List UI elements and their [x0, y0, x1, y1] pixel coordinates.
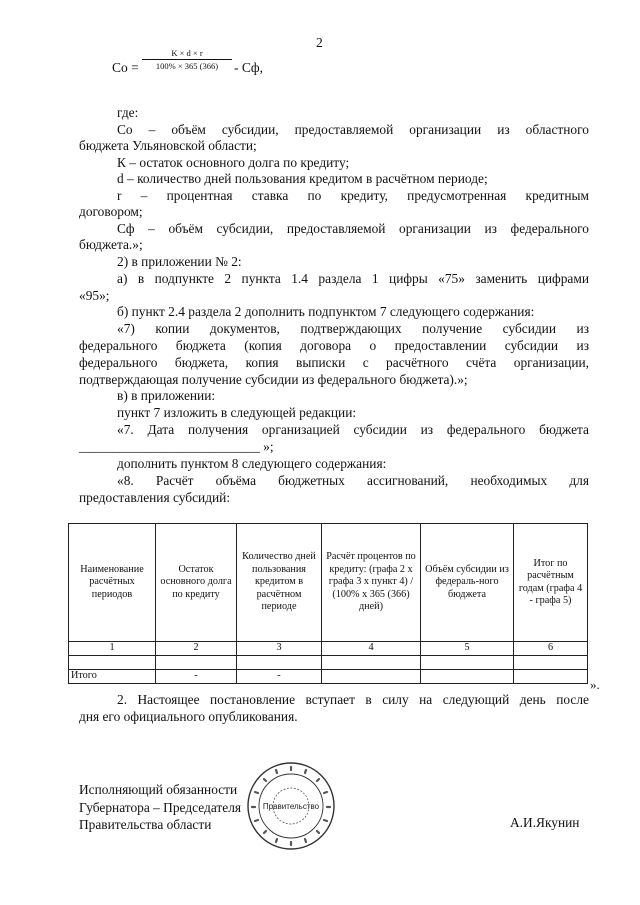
table-header-cell: Объём субсидии из федераль-ного бюджета [421, 524, 514, 642]
table-total-row [69, 669, 588, 683]
text-line: бюджета.»; [79, 237, 143, 252]
text-line: 2. Настоящее постановление вступает в силу на следующий день после [117, 692, 589, 707]
signature-title-line: Губернатора – Председателя [79, 800, 242, 815]
subsidy-formula [112, 48, 282, 88]
table-header-row [69, 524, 588, 642]
text-line: предоставления субсидий: [79, 490, 231, 505]
text-line: где: [117, 105, 139, 120]
table-cell: 6 [514, 642, 588, 656]
signature-title-line: Правительства области [79, 817, 212, 832]
table-header-cell: Расчёт процентов по кредиту: (графа 2 х графа 3 х пункт 4) / (100% х 365 (366) дней) [322, 524, 421, 642]
text-line: б) пункт 2.4 раздела 2 дополнить подпунктом 7 следующего содержания: [117, 304, 535, 319]
text-line: в) в приложении: [117, 388, 216, 403]
text-line: договором; [79, 204, 143, 219]
text-line: дня его официального опубликования. [79, 709, 298, 724]
table-cell: - [156, 669, 237, 683]
table-cell: 2 [156, 642, 237, 656]
table-cell [156, 655, 237, 669]
table-cell [514, 655, 588, 669]
text-line: 2) в приложении № 2: [117, 254, 242, 269]
table-total-label: Итого [69, 669, 156, 683]
table-number-row [69, 642, 588, 656]
text-line: «95»; [79, 288, 110, 303]
text-line: федерального бюджета (копия договора о предоставлении субсидии из [79, 338, 589, 353]
text-line: «7) копии документов, подтверждающих получение субсидии из [117, 321, 589, 336]
text-line: пункт 7 изложить в следующей редакции: [117, 405, 357, 420]
text-line: ___________________________ »; [79, 439, 274, 454]
table-header-cell: Итог по расчётным годам (графа 4 - графа 5) [514, 524, 588, 642]
table-cell: 1 [69, 642, 156, 656]
table-cell [421, 655, 514, 669]
table-cell [514, 669, 588, 683]
page-number: 2 [316, 35, 323, 50]
formula-numerator: K × d × r [142, 48, 232, 60]
signer-name: А.И.Якунин [510, 815, 580, 830]
text-line: федерального бюджета, копия выписки с расчётного счёта организации, [79, 355, 589, 370]
stamp-center-text: Правительство [262, 802, 320, 811]
text-line: Со – объём субсидии, предоставляемой организации из областного [117, 122, 589, 137]
text-line: «8. Расчёт объёма бюджетных ассигнований, необходимых для [117, 473, 589, 488]
formula-lhs: Co = [112, 60, 139, 75]
closing-quote: ». [590, 677, 600, 692]
subsidy-calculation-table [68, 523, 588, 684]
text-line: К – остаток основного долга по кредиту; [117, 155, 350, 170]
text-line: «7. Дата получения организацией субсидии из федерального бюджета [117, 422, 589, 437]
formula-rhs: - Сф, [234, 60, 263, 75]
table-row [69, 655, 588, 669]
table-cell [421, 669, 514, 683]
table-cell [322, 655, 421, 669]
formula-fraction [142, 48, 232, 71]
text-line: Сф – объём субсидии, предоставляемой организации из федерального [117, 221, 589, 236]
table-cell [322, 669, 421, 683]
table-header-cell: Количество дней пользования кредитом в расчётном периоде [237, 524, 322, 642]
text-line: бюджета Ульяновской области; [79, 138, 257, 153]
text-line: дополнить пунктом 8 следующего содержания: [117, 456, 387, 471]
text-line: d – количество дней пользования кредитом в расчётном периоде; [117, 171, 488, 186]
text-line: подтверждающая получение субсидии из федерального бюджета).»; [79, 372, 468, 387]
table-cell: 3 [237, 642, 322, 656]
signature-title-line: Исполняющий обязанности [79, 782, 238, 797]
table-cell: - [237, 669, 322, 683]
table-header-cell: Остаток основного долга по кредиту [156, 524, 237, 642]
table-cell: 4 [322, 642, 421, 656]
table-cell [237, 655, 322, 669]
table-cell: 5 [421, 642, 514, 656]
official-stamp [245, 760, 337, 852]
formula-denominator: 100% × 365 (366) [155, 61, 219, 71]
text-line: а) в подпункте 2 пункта 1.4 раздела 1 цифры «75» заменить цифрами [117, 271, 589, 286]
table-cell [69, 655, 156, 669]
text-line: r – процентная ставка по кредиту, предусмотренная кредитным [117, 188, 589, 203]
table-header-cell: Наименование расчётных периодов [69, 524, 156, 642]
